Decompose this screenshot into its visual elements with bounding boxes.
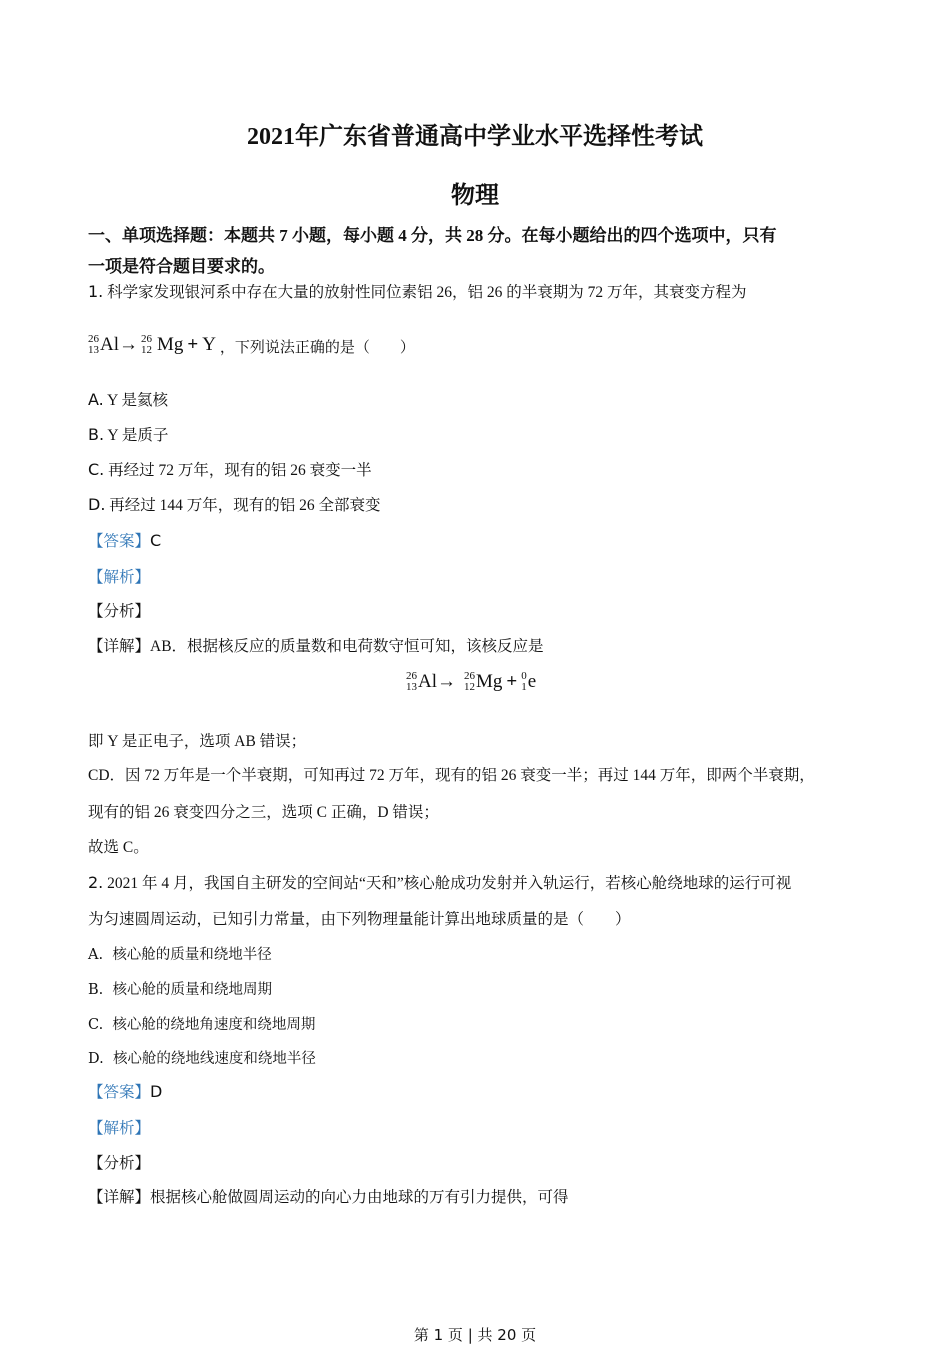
q1-analysis-tag: 【解析】 <box>88 569 151 586</box>
q1-detail-line2: 即 Y 是正电子，选项 AB 错误； <box>88 733 307 750</box>
q1-answer <box>88 529 161 551</box>
arrow-icon: → <box>119 334 138 355</box>
document-title: 2021年广东省普通高中学业水平选择性考试 <box>247 124 703 150</box>
q1-option-c[interactable]: C. 再经过 72 万年，现有的铝 26 衰变一半 <box>88 460 372 479</box>
q2-stem-line1: 2. 2021 年 4 月，我国自主研发的空间站“天和”核心舱成功发射并入轨运行，若核心舱绕地球的运行可视 <box>88 873 792 892</box>
mg-nuclide: 26 12 Mg <box>141 333 184 356</box>
q2-option-c[interactable]: C. 核心舱的绕地角速度和绕地周期 <box>88 1017 316 1033</box>
answer-tag: 【答案】 <box>88 533 151 550</box>
q1-detail-line4: 现有的铝 26 衰变四分之三，选项 C 正确，D 错误； <box>88 804 439 821</box>
al-nuclide: 26 13 Al <box>88 333 119 356</box>
q1-equation-line <box>88 326 415 356</box>
q1-number: 1. <box>88 282 104 301</box>
q1-detail-line3: CD．因 72 万年是一个半衰期，可知再过 72 万年，现有的铝 26 衰变一半；再过 144 万年，即两个半衰期， <box>88 767 815 784</box>
q1-detail-equation: 26 13 Al → 26 12 Mg + 0 1 e <box>406 670 537 693</box>
q1-fenxi-tag: 【分析】 <box>88 603 151 620</box>
q2-analysis-tag: 【解析】 <box>88 1120 151 1137</box>
q1-detail-line1: 【详解】AB．根据核反应的质量数和电荷数守恒可知，该核反应是 <box>88 638 544 655</box>
q2-answer <box>88 1080 162 1102</box>
q2-detail-line1: 【详解】根据核心舱做圆周运动的向心力由地球的万有引力提供，可得 <box>88 1189 569 1206</box>
q1-option-a[interactable]: A. Y 是氦核 <box>88 390 169 409</box>
q1-stem-tail: ，下列说法正确的是（ ） <box>219 340 415 356</box>
q1-stem-text: 科学家发现银河系中存在大量的放射性同位素铝 26，铝 26 的半衰期为 72 万年，其衰变方程为 <box>107 284 747 301</box>
q1-stem-line1 <box>88 280 747 302</box>
section-heading-line2: 一项是符合题目要求的。 <box>88 257 275 276</box>
answer-value: D <box>150 1082 163 1101</box>
q2-option-a[interactable]: A. 核心舱的质量和绕地半径 <box>88 947 272 963</box>
q1-option-d[interactable]: D. 再经过 144 万年，现有的铝 26 全部衰变 <box>88 495 381 514</box>
q2-number: 2. <box>88 873 104 892</box>
q2-option-d[interactable]: D. 核心舱的绕地线速度和绕地半径 <box>88 1051 316 1067</box>
q2-stem-line2: 为匀速圆周运动，已知引力常量，由下列物理量能计算出地球质量的是（ ） <box>88 911 631 928</box>
page-footer: 第 1 页 | 共 20 页 <box>413 1326 537 1344</box>
q1-decay-equation: 26 13 Al → 26 12 Mg + Y <box>88 333 216 356</box>
q2-option-b[interactable]: B. 核心舱的质量和绕地周期 <box>88 982 272 998</box>
arrow-icon: → <box>437 671 456 692</box>
answer-value: C <box>150 531 162 550</box>
section-heading-line1: 一、单项选择题：本题共 7 小题，每小题 4 分，共 28 分。在每小题给出的四个选项中，只有 <box>88 226 777 245</box>
q1-option-b[interactable]: B. Y 是质子 <box>88 425 169 444</box>
subject-title: 物理 <box>451 183 499 209</box>
answer-tag: 【答案】 <box>88 1084 151 1101</box>
q1-detail-line5: 故选 C。 <box>88 839 149 856</box>
q2-fenxi-tag: 【分析】 <box>88 1155 151 1172</box>
